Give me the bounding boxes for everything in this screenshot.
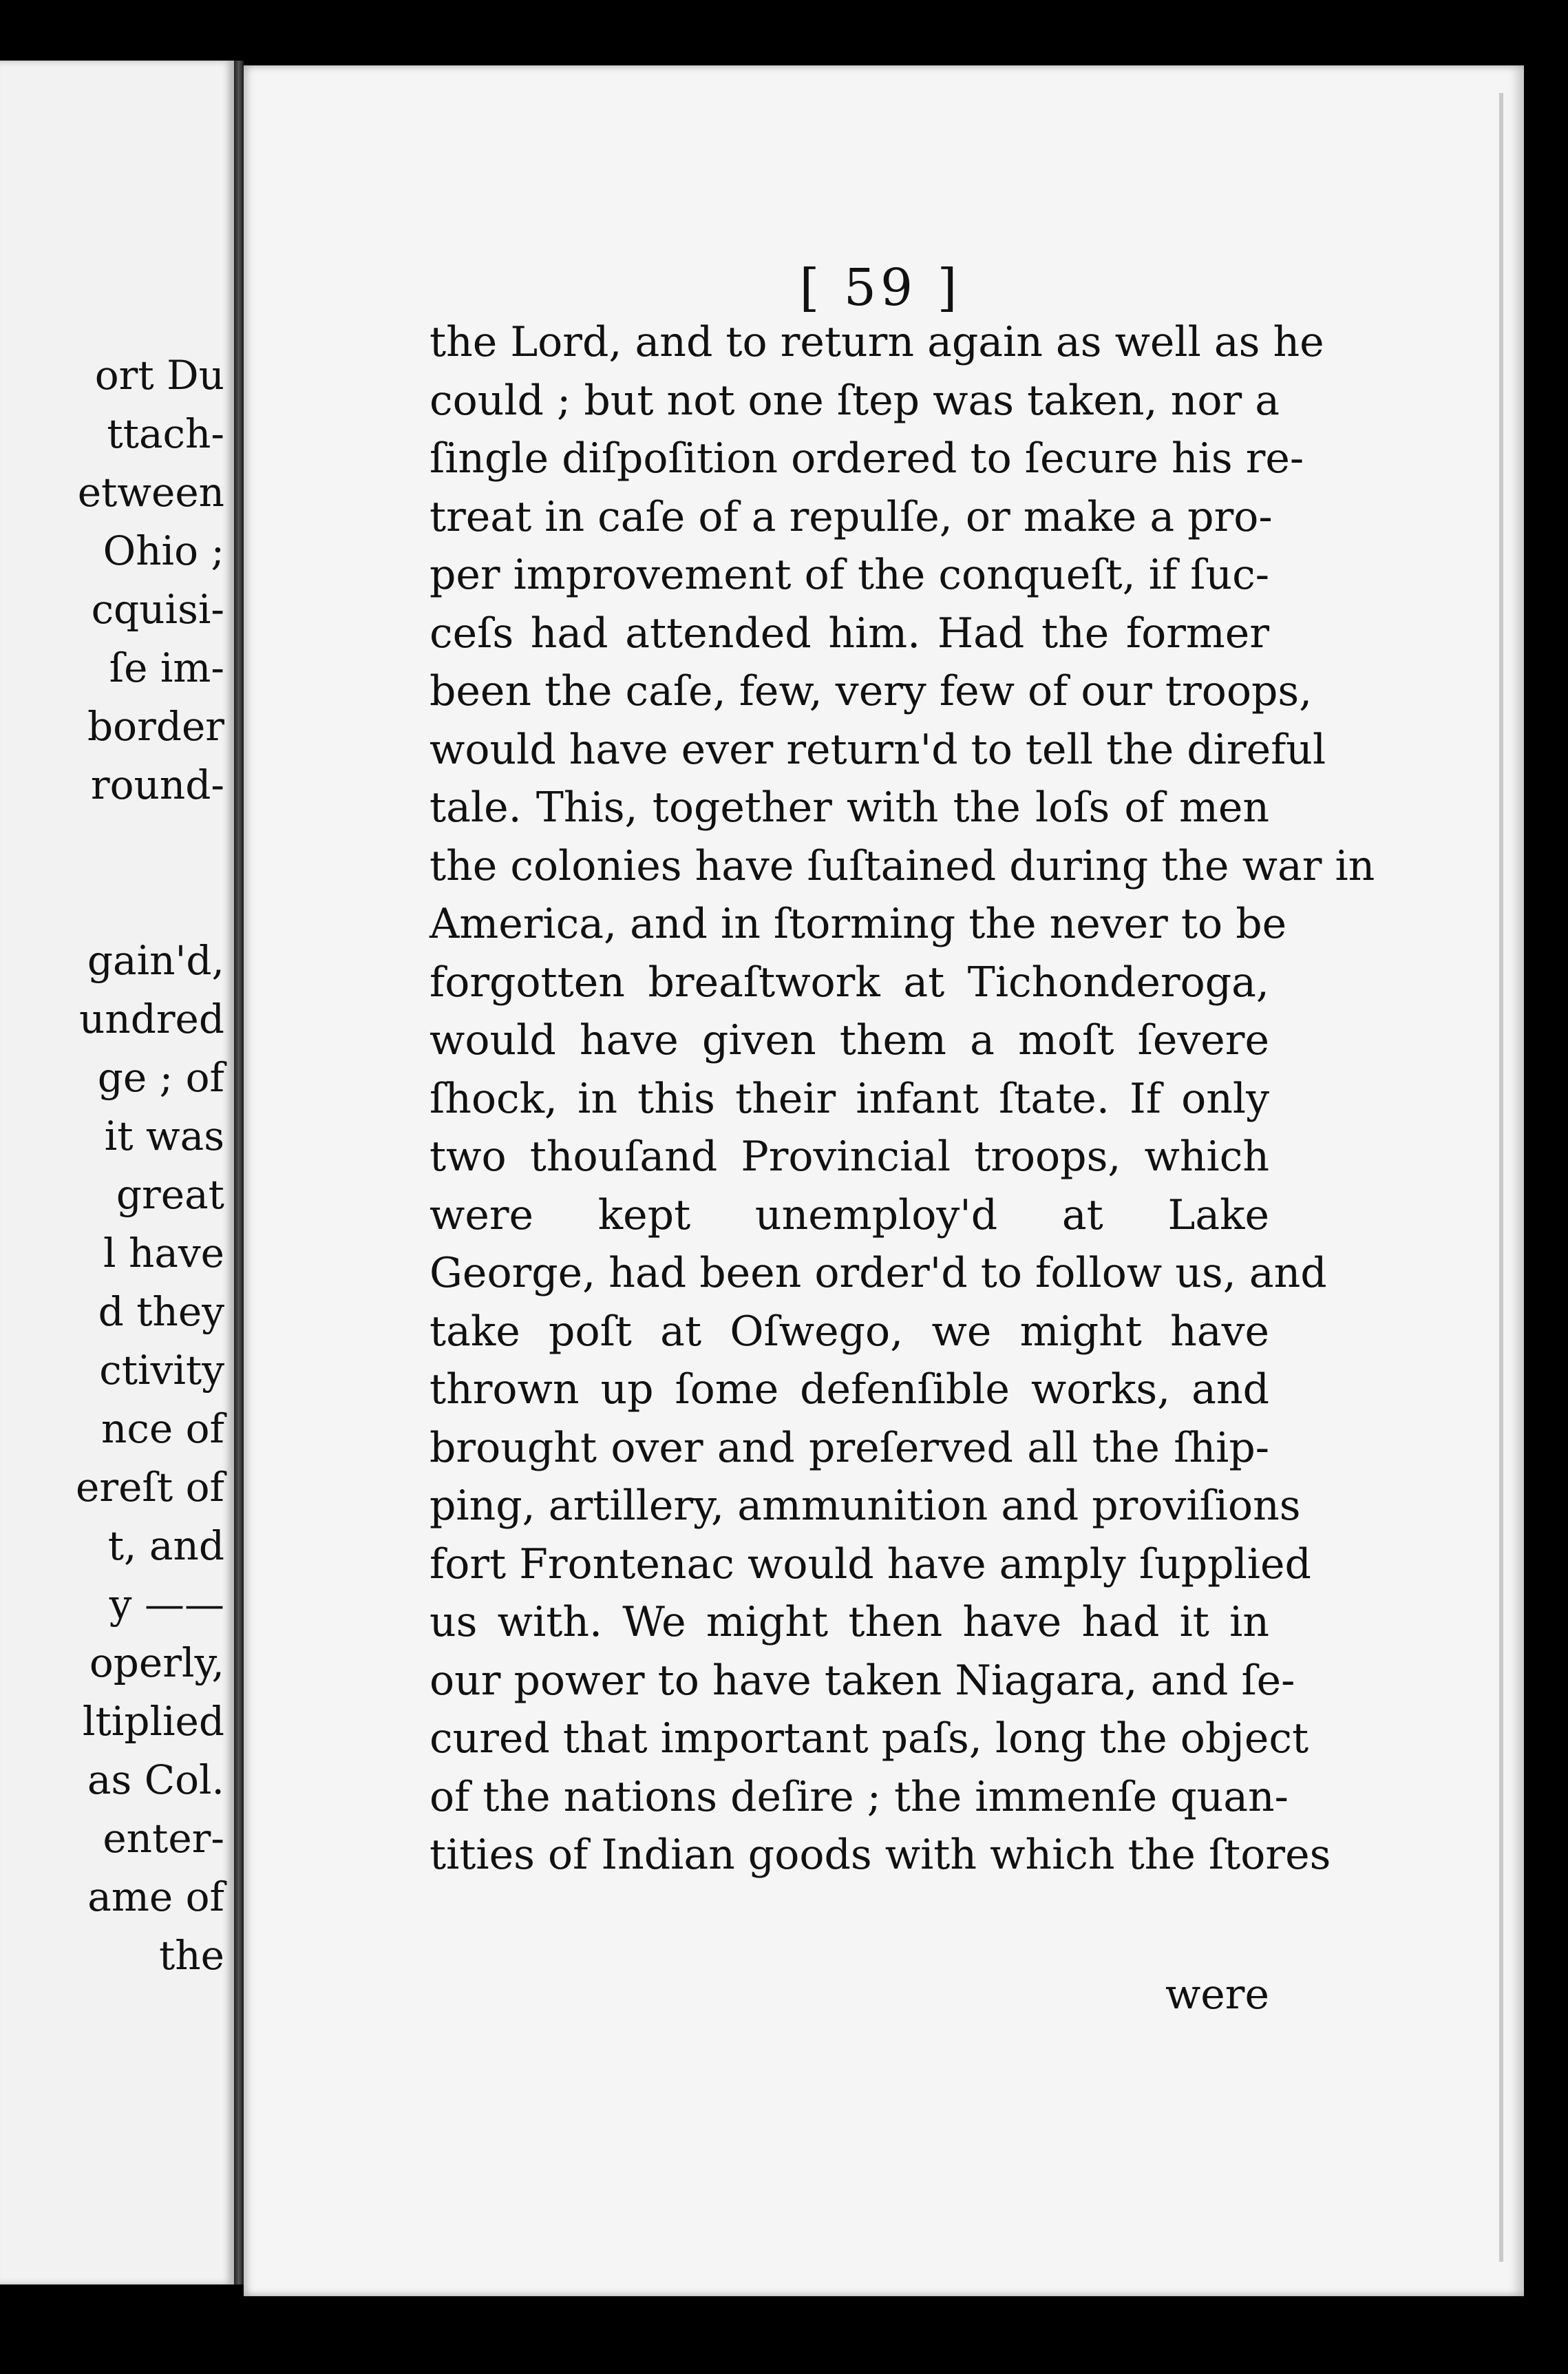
left-line: [76, 815, 224, 873]
text-line: ſingle diſpoſition ordered to ſecure his re-: [430, 434, 1304, 483]
text-line: thrown up ſome defenſible works, and: [430, 1365, 1269, 1414]
left-page: [0, 61, 234, 2284]
text-line: tale. This, together with the loſs of men: [430, 784, 1269, 832]
left-line: cquisi-: [91, 586, 224, 633]
left-line: border: [87, 703, 224, 750]
text-line: would have given them a moſt ſevere: [430, 1016, 1269, 1064]
text-line: per improvement of the conqueſt, if ſuc-: [430, 551, 1269, 599]
left-line: operly,: [89, 1639, 224, 1686]
text-line: forgotten breaſtwork at Tichonderoga,: [430, 958, 1269, 1007]
text-line: been the caſe, few, very few of our troops,: [430, 667, 1313, 715]
left-line: undred: [78, 996, 224, 1042]
text-line: George, had been order'd to follow us, and: [430, 1249, 1327, 1297]
left-line: [76, 873, 224, 932]
left-line: ort Du: [94, 352, 224, 399]
book-gutter: [234, 61, 244, 2284]
left-line: gain'd,: [87, 937, 224, 984]
text-line: brought over and preſerved all the ſhip-: [430, 1423, 1269, 1472]
left-line: t, and: [107, 1522, 224, 1569]
text-line: were kept unemploy'd at Lake: [430, 1190, 1269, 1239]
left-line: enter-: [103, 1815, 224, 1862]
page-number-text: [ 59 ]: [799, 258, 962, 317]
text-line: America, and in ſtorming the never to be: [430, 900, 1287, 948]
left-line: as Col.: [87, 1756, 224, 1803]
left-line: ereſt of: [76, 1464, 224, 1511]
left-line: y ——: [109, 1581, 224, 1628]
text-line: us with. We might then have had it in: [430, 1598, 1269, 1646]
left-line: great: [116, 1171, 224, 1218]
text-line: tities of Indian goods with which the ſtores: [430, 1831, 1331, 1879]
text-line: would have ever return'd to tell the direful: [430, 725, 1326, 774]
body-text: [430, 313, 1375, 1884]
text-line: treat in caſe of a repulſe, or make a pro-: [430, 492, 1273, 541]
text-line: two thouſand Provincial troops, which: [430, 1133, 1269, 1181]
left-line: ttach-: [107, 410, 224, 457]
left-line: ltiplied: [82, 1698, 224, 1745]
left-line: Ohio ;: [103, 527, 224, 574]
text-line: of the nations deſire ; the immenſe quan-: [430, 1772, 1289, 1821]
text-line: ſhock, in this their infant ſtate. If only: [430, 1074, 1269, 1123]
left-page-text: [76, 346, 224, 1985]
left-line: round-: [90, 761, 224, 808]
left-line: etween: [77, 469, 224, 516]
text-line: our power to have taken Niagara, and ſe-: [430, 1656, 1295, 1705]
left-line: ctivity: [99, 1347, 224, 1394]
left-line: l have: [103, 1230, 224, 1277]
catchword: were: [1165, 1971, 1269, 2019]
left-line: the: [159, 1932, 224, 1979]
text-line: could ; but not one ſtep was taken, nor a: [430, 376, 1280, 425]
text-line: ceſs had attended him. Had the former: [430, 609, 1269, 658]
text-line: ping, artillery, ammunition and proviſions: [430, 1482, 1301, 1530]
text-line: the Lord, and to return again as well as he: [430, 318, 1324, 366]
text-line: fort Frontenac would have amply ſupplied: [430, 1540, 1311, 1588]
left-line: ame of: [87, 1873, 224, 1920]
text-line: take poſt at Oſwego, we might have: [430, 1307, 1269, 1356]
text-line: the colonies have ſuſtained during the war in: [430, 841, 1375, 890]
left-line: d they: [98, 1288, 224, 1335]
left-line: ſe im-: [109, 644, 224, 691]
text-line: cured that important paſs, long the object: [430, 1714, 1309, 1763]
left-line: ge ; of: [97, 1054, 224, 1101]
page-number: [244, 258, 1524, 317]
left-line: it was: [104, 1113, 224, 1159]
right-page: [244, 65, 1524, 2296]
left-line: nce of: [101, 1405, 224, 1452]
